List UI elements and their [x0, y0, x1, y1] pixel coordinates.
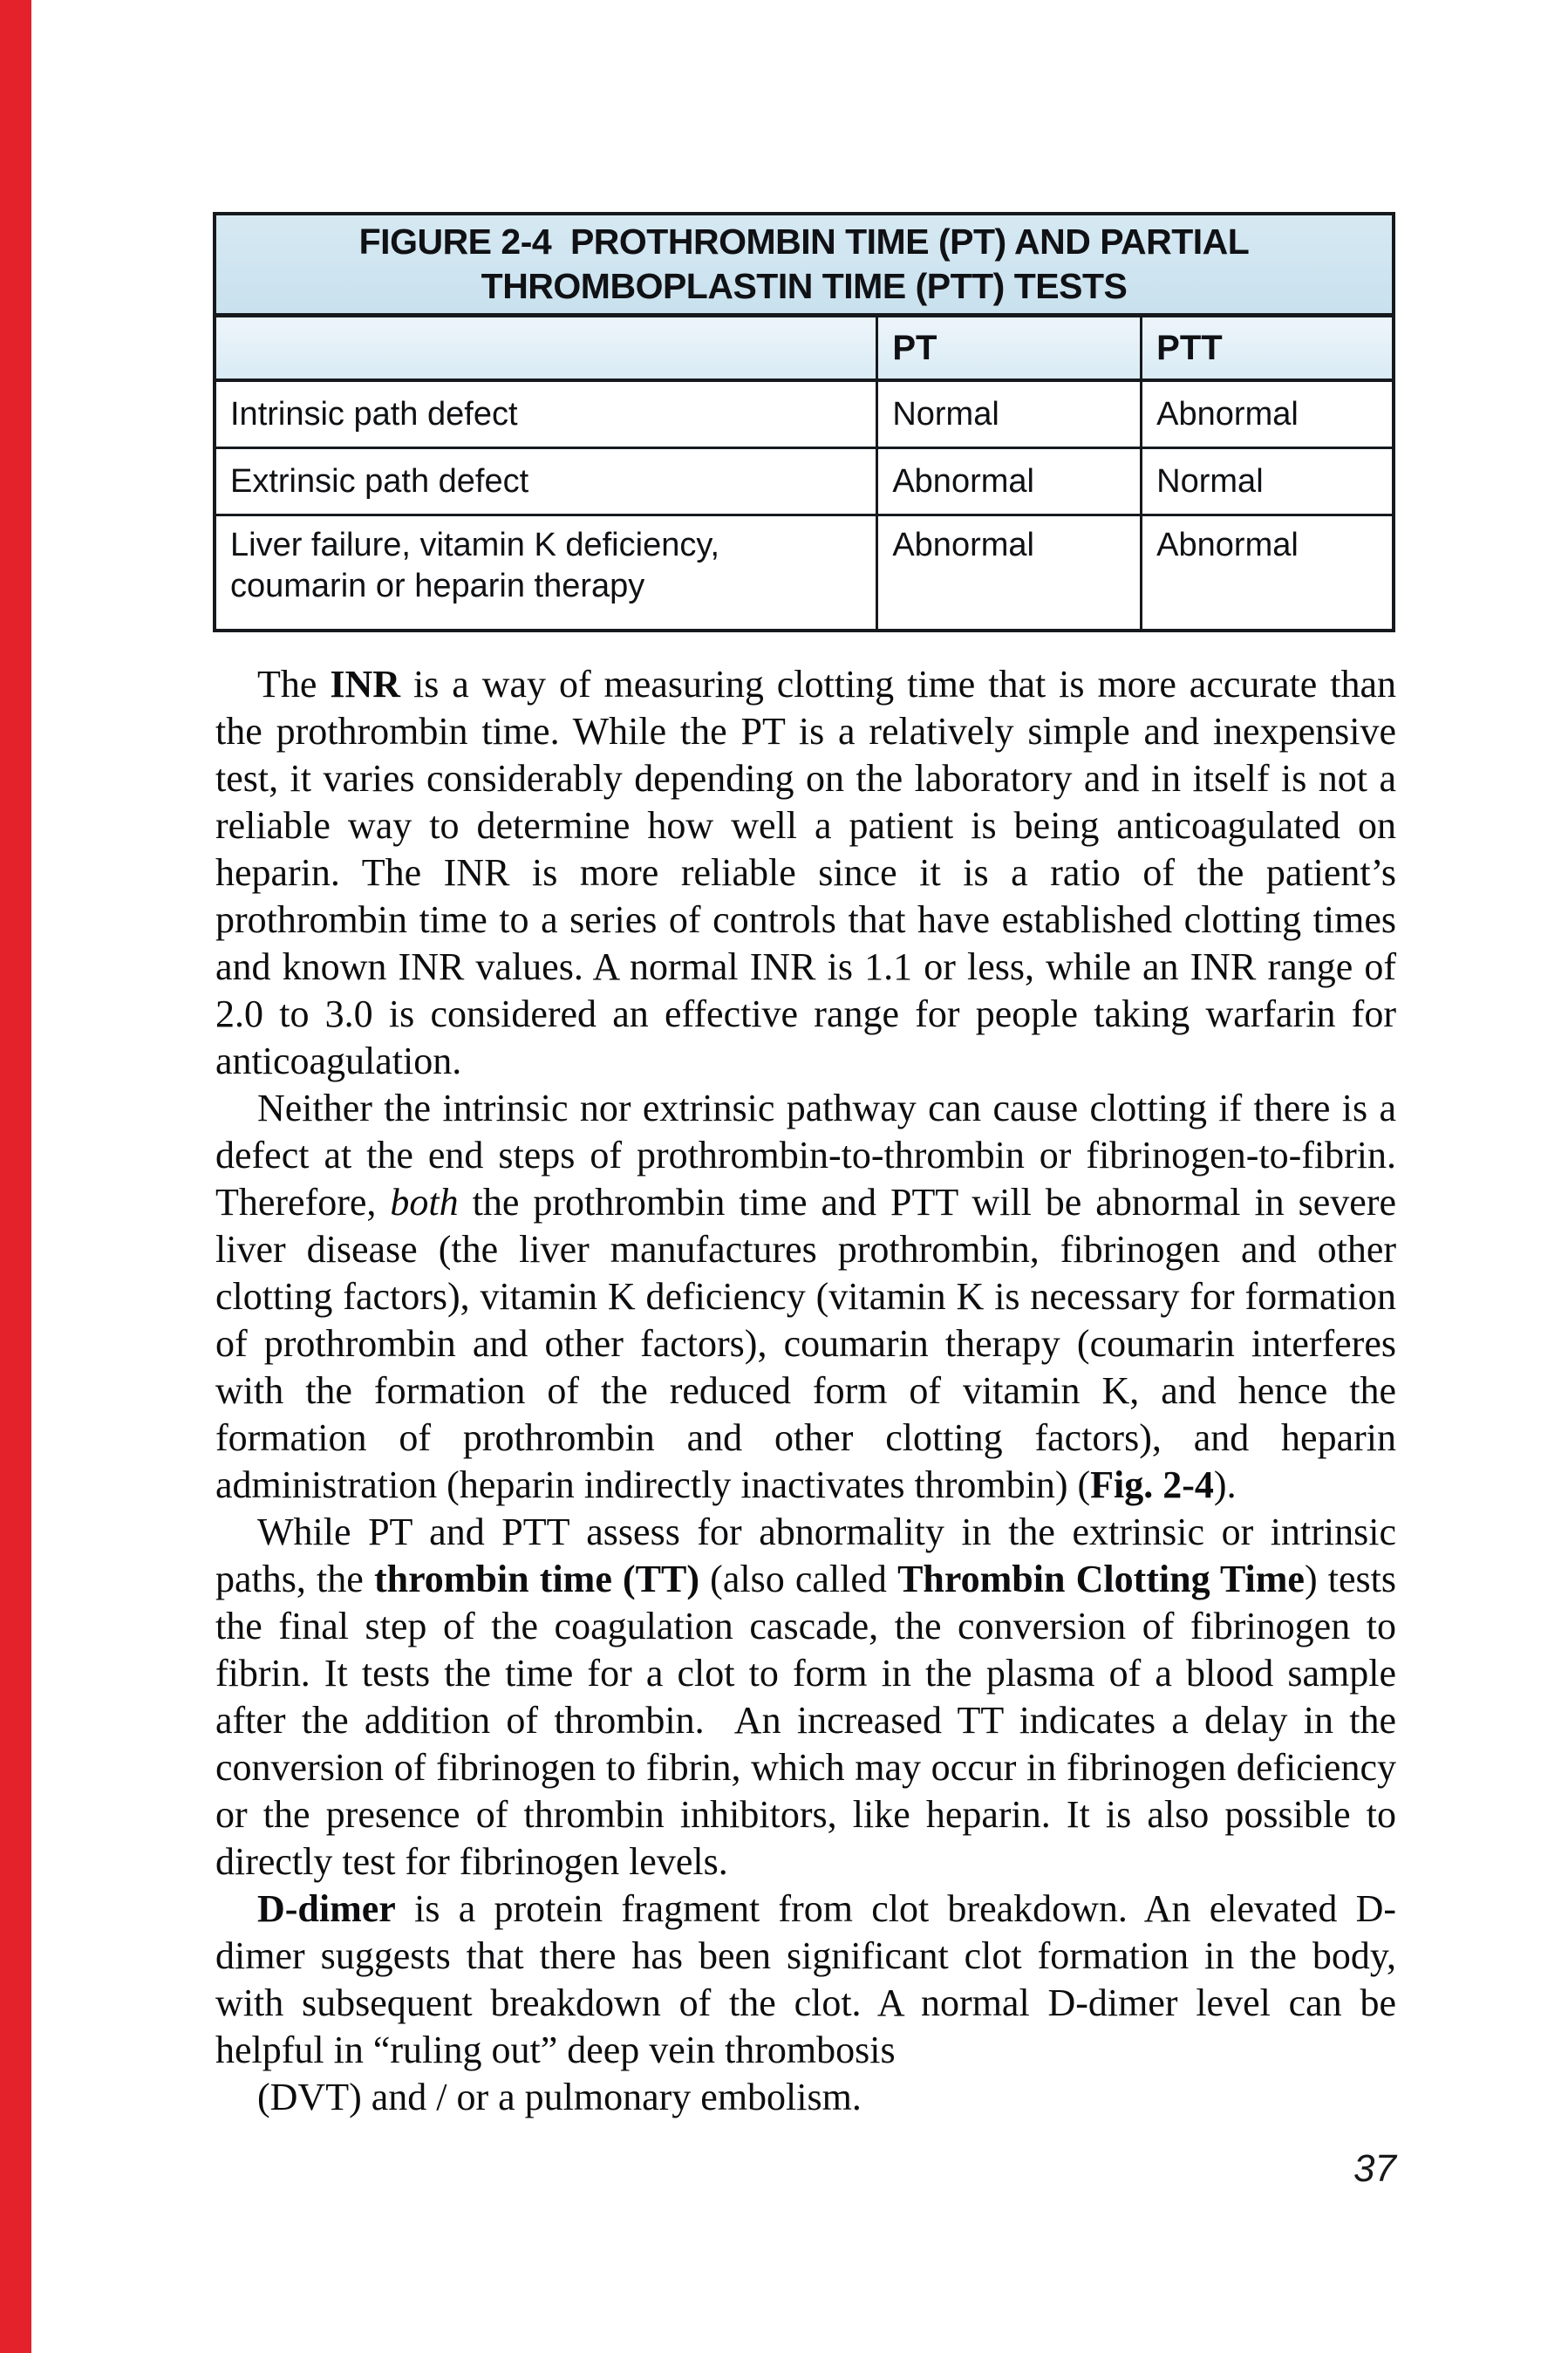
cell-ptt: Normal — [1142, 448, 1394, 515]
column-header-blank — [215, 316, 877, 381]
paragraph-thrombin-time: While PT and PTT assess for abnormality in the extrinsic or intrinsic paths, the thrombin time (TT) (also called Thrombin Clotting Time) tests the final step of the coagulation cascade, the conversion of fibrinogen to fibrin. It tests the time for a clot to form in the plasma of a blood sample after the addition of thrombin. An increased TT indicates a delay in the conversion of fibrinogen to fibrin, which may occur in fibrinogen deficiency or the presence of thrombin inhibitors, like heparin. It is also possible to directly test for fibrinogen levels. — [215, 1511, 1396, 1883]
column-header-pt: PT — [877, 316, 1142, 381]
paragraph-dvt: (DVT) and / or a pulmonary embolism. — [257, 2076, 862, 2118]
figure-title-line-2: THROMBOPLASTIN TIME (PTT) TESTS — [481, 266, 1128, 306]
figure-table — [213, 212, 1395, 632]
paragraph-d-dimer: D-dimer is a protein fragment from clot breakdown. An elevated D-dimer suggests that there has been significant clot formation in the body, with subsequent breakdown of the clot. A normal D-dimer level can be helpful in “ruling out” deep vein thrombosis — [215, 1887, 1396, 2071]
cell-pt: Abnormal — [877, 448, 1142, 515]
table-row-intrinsic — [215, 380, 1394, 448]
column-header-ptt: PTT — [1142, 316, 1394, 381]
figure-title — [215, 214, 1394, 316]
cell-pt: Abnormal — [877, 515, 1142, 631]
cell-ptt: Abnormal — [1142, 515, 1394, 631]
figure-title-line-1: FIGURE 2-4 PROTHROMBIN TIME (PT) AND PARTIAL — [358, 222, 1250, 262]
row-label: Intrinsic path defect — [215, 380, 877, 448]
table-row-extrinsic — [215, 448, 1394, 515]
body-text — [215, 661, 1396, 2121]
cell-pt: Normal — [877, 380, 1142, 448]
figure-title-row — [215, 214, 1394, 316]
cell-ptt: Abnormal — [1142, 380, 1394, 448]
paragraph-pathways: Neither the intrinsic nor extrinsic pathway can cause clotting if there is a defect at the end steps of prothrombin-to-thrombin or fibrinogen-to-fibrin. Therefore, both the prothrombin time and PTT will be abnormal in severe liver disease (the liver manufactures prothrombin, fibrinogen and other clotting factors), vitamin K deficiency (vitamin K is necessary for formation of prothrombin and other factors), coumarin therapy (coumarin interferes with the formation of the reduced form of vitamin K, and hence the formation of prothrombin and other clotting factors), and heparin administration (heparin indirectly inactivates thrombin) (Fig. 2-4). — [215, 1087, 1397, 1506]
table-row-liver-failure — [215, 515, 1394, 631]
row-label: Liver failure, vitamin K deficiency, coumarin or heparin therapy — [215, 515, 877, 631]
page-number: 37 — [1353, 2147, 1396, 2190]
row-label: Extrinsic path defect — [215, 448, 877, 515]
page-edge-red-bar — [0, 0, 31, 2353]
paragraph-inr: The INR is a way of measuring clotting time that is more accurate than the prothrombin time. While the PT is a relatively simple and inexpensive test, it varies considerably depending on the laboratory and in itself is not a reliable way to determine how well a patient is being anticoagulated on heparin. The INR is more reliable since it is a ratio of the patient’s prothrombin time to a series of controls that have established clotting times and known INR values. A normal INR is 1.1 or less, while an INR range of 2.0 to 3.0 is considered an effective range for people taking warfarin for anticoagulation. — [215, 663, 1396, 1082]
table-header-row — [215, 316, 1394, 381]
